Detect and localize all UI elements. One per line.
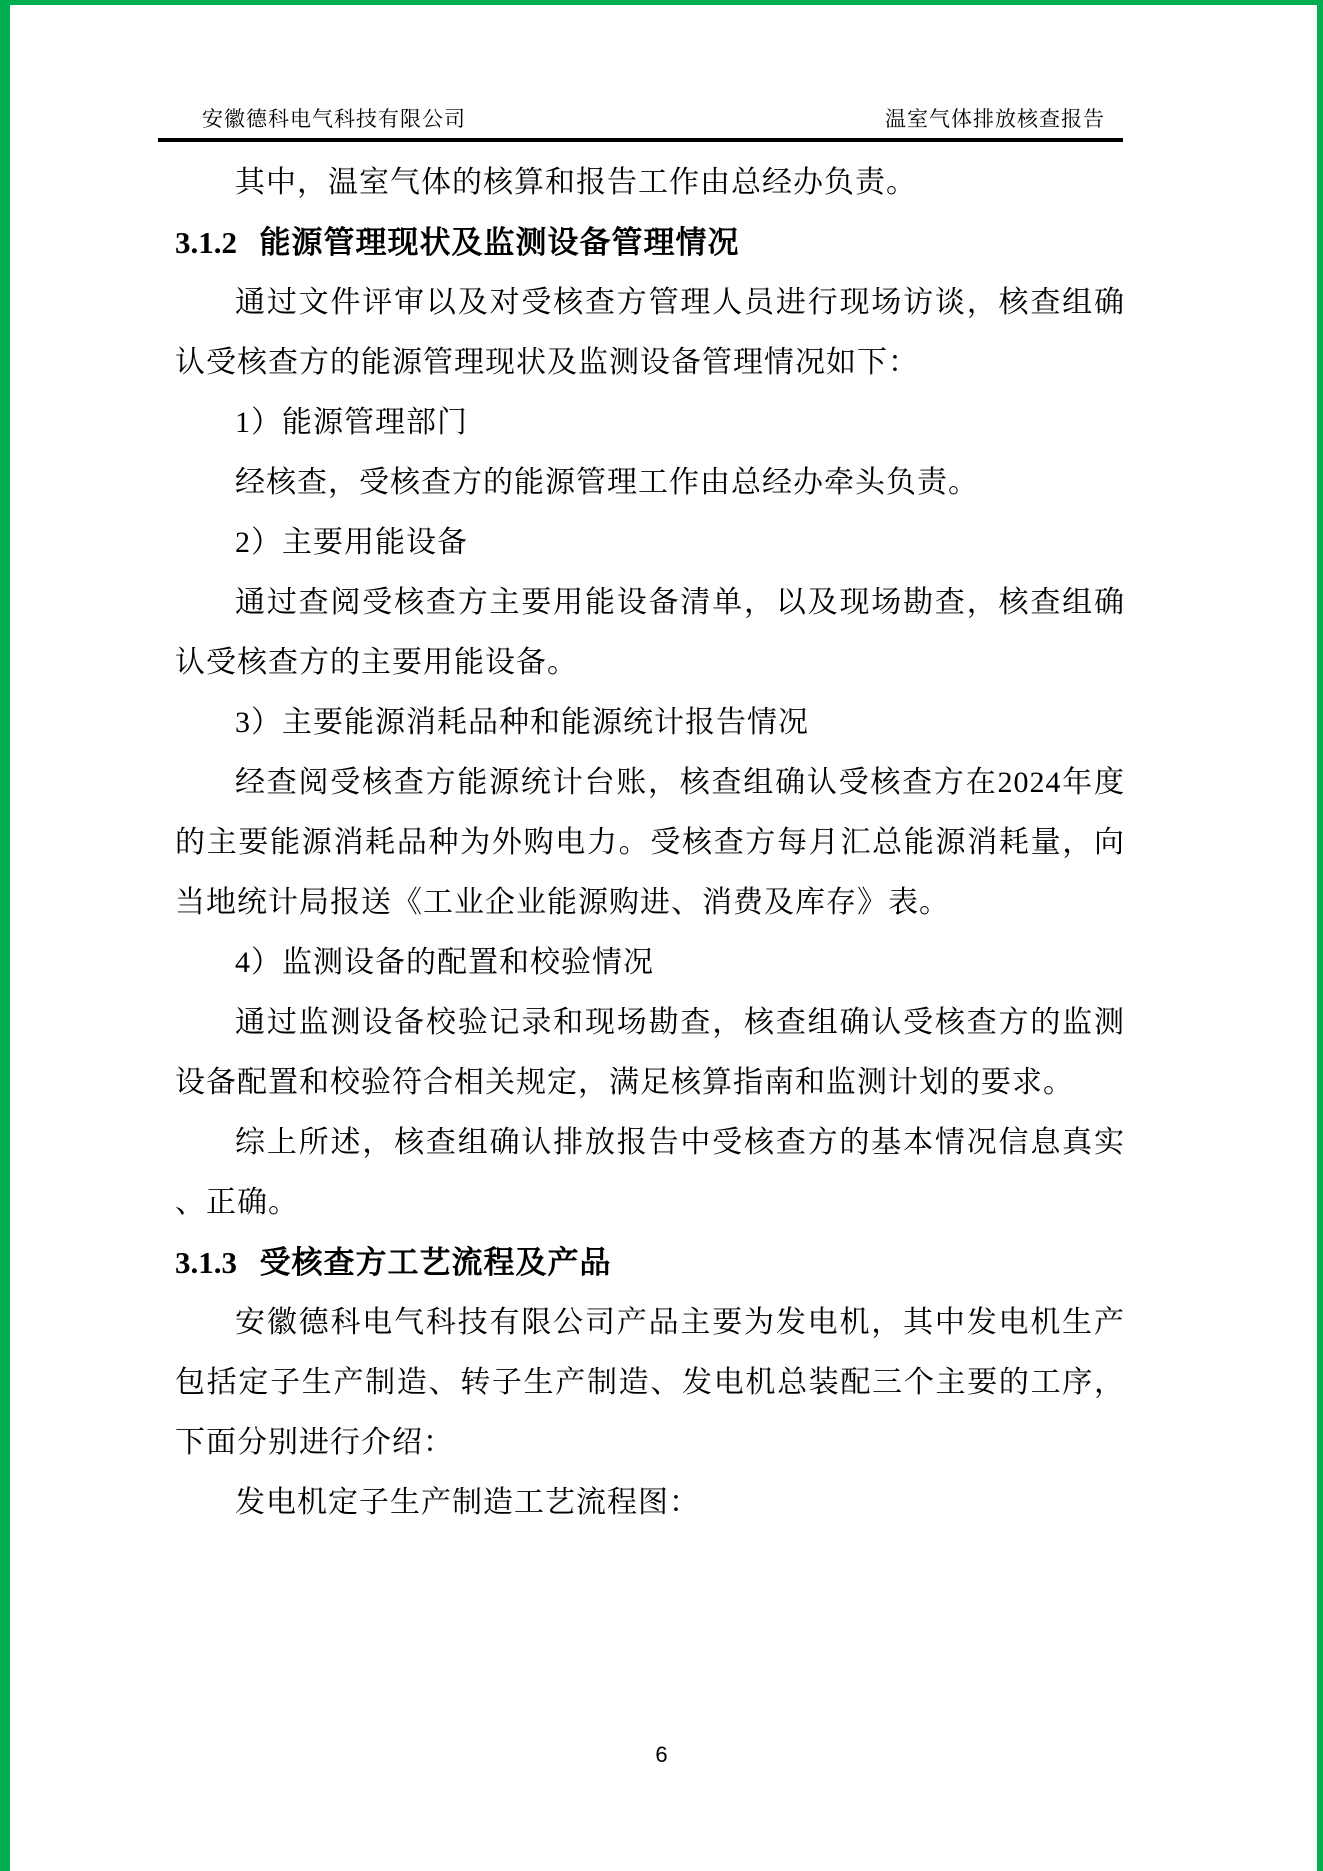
text-line: 经查阅受核查方能源统计台账，核查组确认受核查方在2024年度 (235, 766, 1125, 799)
text-line: 的主要能源消耗品种为外购电力。受核查方每月汇总能源消耗量，向 (175, 826, 1125, 859)
text-line: 安徽德科电气科技有限公司产品主要为发电机，其中发电机生产 (235, 1306, 1125, 1339)
text-line: 通过查阅受核查方主要用能设备清单，以及现场勘查，核查组确 (235, 586, 1125, 619)
text-line: 其中，温室气体的核算和报告工作由总经办负责。 (235, 166, 917, 199)
running-header (158, 103, 1123, 142)
heading-number: 3.1.3 (175, 1245, 237, 1280)
list-item-4: 4）监测设备的配置和校验情况 (235, 946, 654, 979)
text-line: 设备配置和校验符合相关规定，满足核算指南和监测计划的要求。 (175, 1066, 1074, 1099)
text-line: 、正确。 (175, 1186, 299, 1219)
list-item-3: 3）主要能源消耗品种和能源统计报告情况 (235, 706, 809, 739)
header-company-name: 安徽德科电气科技有限公司 (202, 107, 466, 131)
heading-title: 能源管理现状及监测设备管理情况 (259, 225, 740, 260)
text-line: 当地统计局报送《工业企业能源购进、消费及库存》表。 (175, 886, 950, 919)
page-edge-top (0, 0, 1323, 5)
body-text-column (175, 153, 1125, 1533)
page-edge-left (0, 0, 10, 1871)
text-line: 下面分别进行介绍： (175, 1426, 454, 1459)
text-line: 包括定子生产制造、转子生产制造、发电机总装配三个主要的工序， (175, 1366, 1125, 1399)
header-report-title: 温室气体排放核查报告 (885, 107, 1105, 131)
section-heading-3-1-3 (175, 1233, 1125, 1293)
text-line: 发电机定子生产制造工艺流程图： (235, 1486, 700, 1519)
text-line: 综上所述，核查组确认排放报告中受核查方的基本情况信息真实 (235, 1126, 1125, 1159)
page-edge-right (1317, 0, 1323, 1871)
text-line: 认受核查方的能源管理现状及监测设备管理情况如下： (175, 346, 919, 379)
heading-number: 3.1.2 (175, 225, 237, 260)
page-number: 6 (655, 1742, 668, 1767)
text-line: 经核查，受核查方的能源管理工作由总经办牵头负责。 (235, 466, 979, 499)
text-line: 通过文件评审以及对受核查方管理人员进行现场访谈，核查组确 (235, 286, 1125, 319)
list-item-1: 1）能源管理部门 (235, 406, 468, 439)
heading-title: 受核查方工艺流程及产品 (259, 1245, 612, 1280)
section-heading-3-1-2 (175, 213, 1125, 273)
text-line: 认受核查方的主要用能设备。 (175, 646, 578, 679)
text-line: 通过监测设备校验记录和现场勘查，核查组确认受核查方的监测 (235, 1006, 1125, 1039)
list-item-2: 2）主要用能设备 (235, 526, 468, 559)
